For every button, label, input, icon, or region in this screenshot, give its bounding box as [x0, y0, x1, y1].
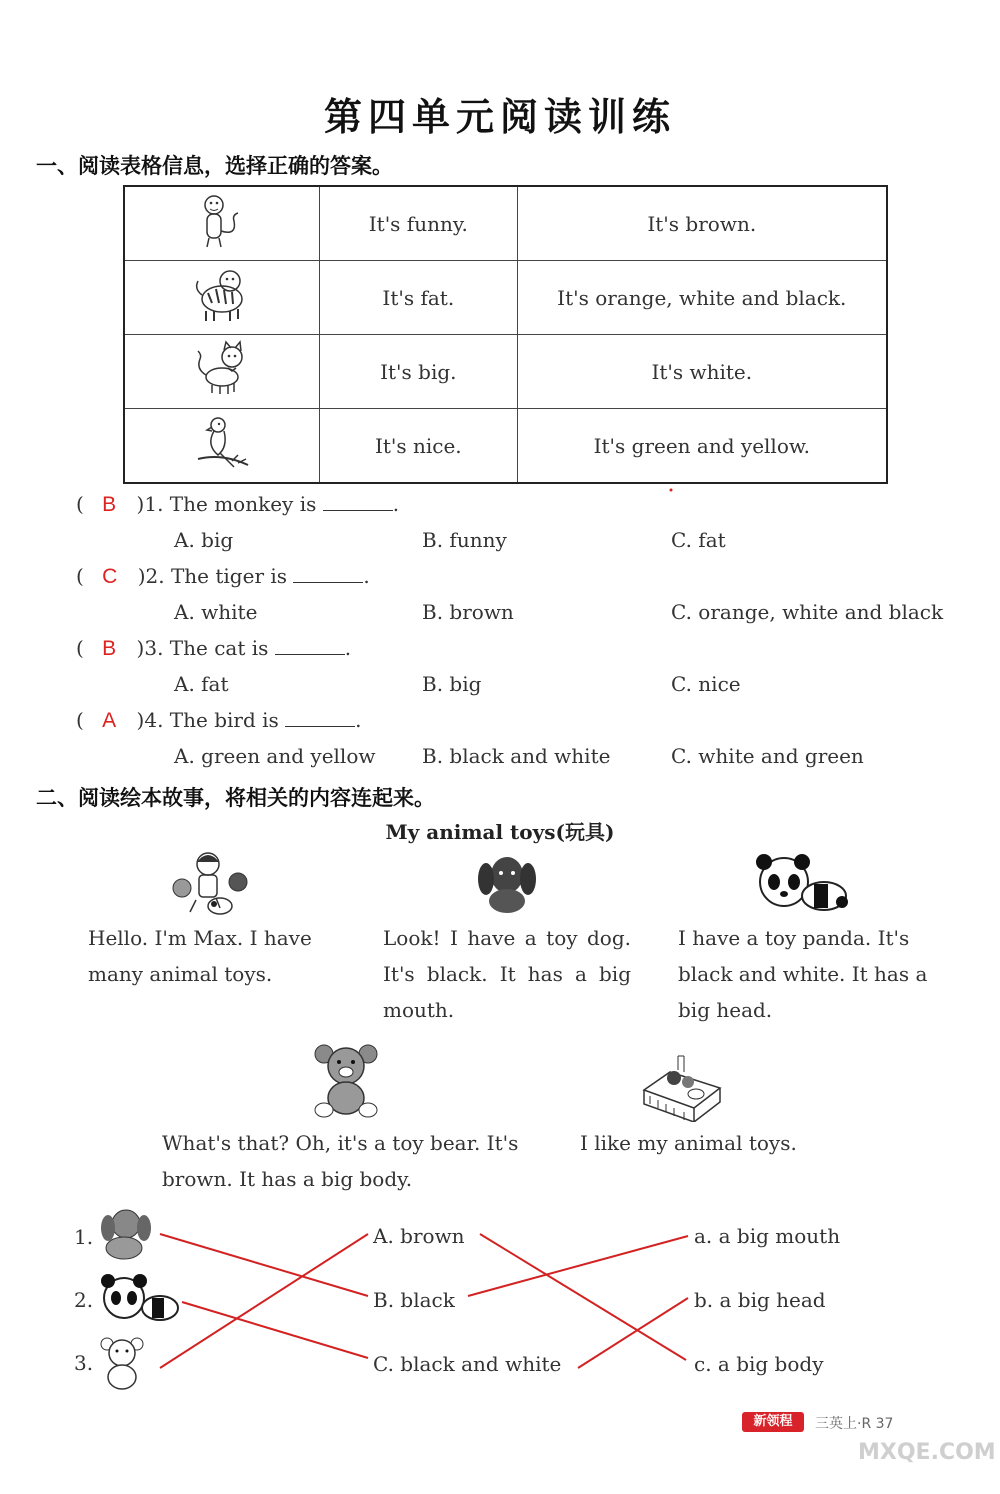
match-line: [468, 1236, 688, 1296]
watermark: MXQE.COM: [858, 1440, 996, 1465]
table-cell: It's big.: [320, 335, 518, 409]
story-text-5: I like my animal toys.: [580, 1131, 797, 1155]
option-c: C. fat: [671, 528, 726, 552]
match-number: 1.: [74, 1225, 94, 1249]
match-part-a: a. a big mouth: [694, 1224, 841, 1248]
match-part-c: c. a big body: [694, 1352, 824, 1376]
section1-heading: 一、阅读表格信息，选择正确的答案。: [36, 154, 393, 178]
story-text-4: What's that? Oh, it's a toy bear. It's brown. It has a big body.: [162, 1131, 519, 1191]
page-title: 第四单元阅读训练: [323, 95, 676, 139]
question-3: ( B )3. The cat is .: [76, 636, 352, 660]
publisher-badge: 新领程: [742, 1412, 804, 1432]
story-text-3: I have a toy panda. It's black and white. It has a big head.: [678, 926, 928, 1022]
match-color-a: A. brown: [373, 1224, 465, 1248]
match-number: 3.: [74, 1351, 94, 1375]
match-color-b: B. black: [373, 1288, 455, 1312]
table-cell: It's fat.: [320, 261, 518, 335]
page-number: 三英上·R 37: [815, 1416, 894, 1432]
story-text-2: Look! I have a toy dog. It's black. It has a big mouth.: [383, 926, 631, 1022]
option-c: C. white and green: [671, 744, 864, 768]
table-cell: It's green and yellow.: [517, 409, 887, 484]
table-cell: It's funny.: [320, 186, 518, 261]
section2-heading: 二、阅读绘本故事，将相关的内容连起来。: [36, 786, 435, 810]
option-a: A. fat: [174, 672, 229, 696]
answer-mark: B: [102, 637, 117, 660]
match-line: [480, 1234, 686, 1360]
answer-mark: B: [102, 493, 117, 516]
option-a: A. white: [174, 600, 258, 624]
option-a: A. big: [174, 528, 234, 552]
question-1: ( B )1. The monkey is .: [76, 492, 400, 516]
answer-mark: A: [102, 709, 117, 732]
match-number: 2.: [74, 1288, 94, 1312]
story-text-1: Hello. I'm Max. I have many animal toys.: [88, 926, 312, 986]
match-line: [578, 1298, 688, 1368]
option-b: B. funny: [422, 528, 507, 552]
story-title: My animal toys(玩具): [385, 820, 615, 844]
option-b: B. big: [422, 672, 482, 696]
option-b: B. brown: [422, 600, 514, 624]
question-2: ( C )2. The tiger is .: [76, 564, 370, 588]
match-color-c: C. black and white: [373, 1352, 562, 1376]
question-4: ( A )4. The bird is .: [76, 708, 362, 732]
answer-mark: C: [102, 565, 118, 588]
match-line: [160, 1234, 368, 1296]
option-a: A. green and yellow: [174, 744, 376, 768]
option-c: C. orange, white and black: [671, 600, 944, 624]
option-c: C. nice: [671, 672, 741, 696]
match-part-b: b. a big head: [694, 1288, 826, 1312]
table-cell: It's white.: [517, 335, 887, 409]
match-line: [182, 1302, 368, 1358]
option-b: B. black and white: [422, 744, 611, 768]
table-cell: It's nice.: [320, 409, 518, 484]
table-cell: It's brown.: [517, 186, 887, 261]
table-cell: It's orange, white and black.: [517, 261, 887, 335]
